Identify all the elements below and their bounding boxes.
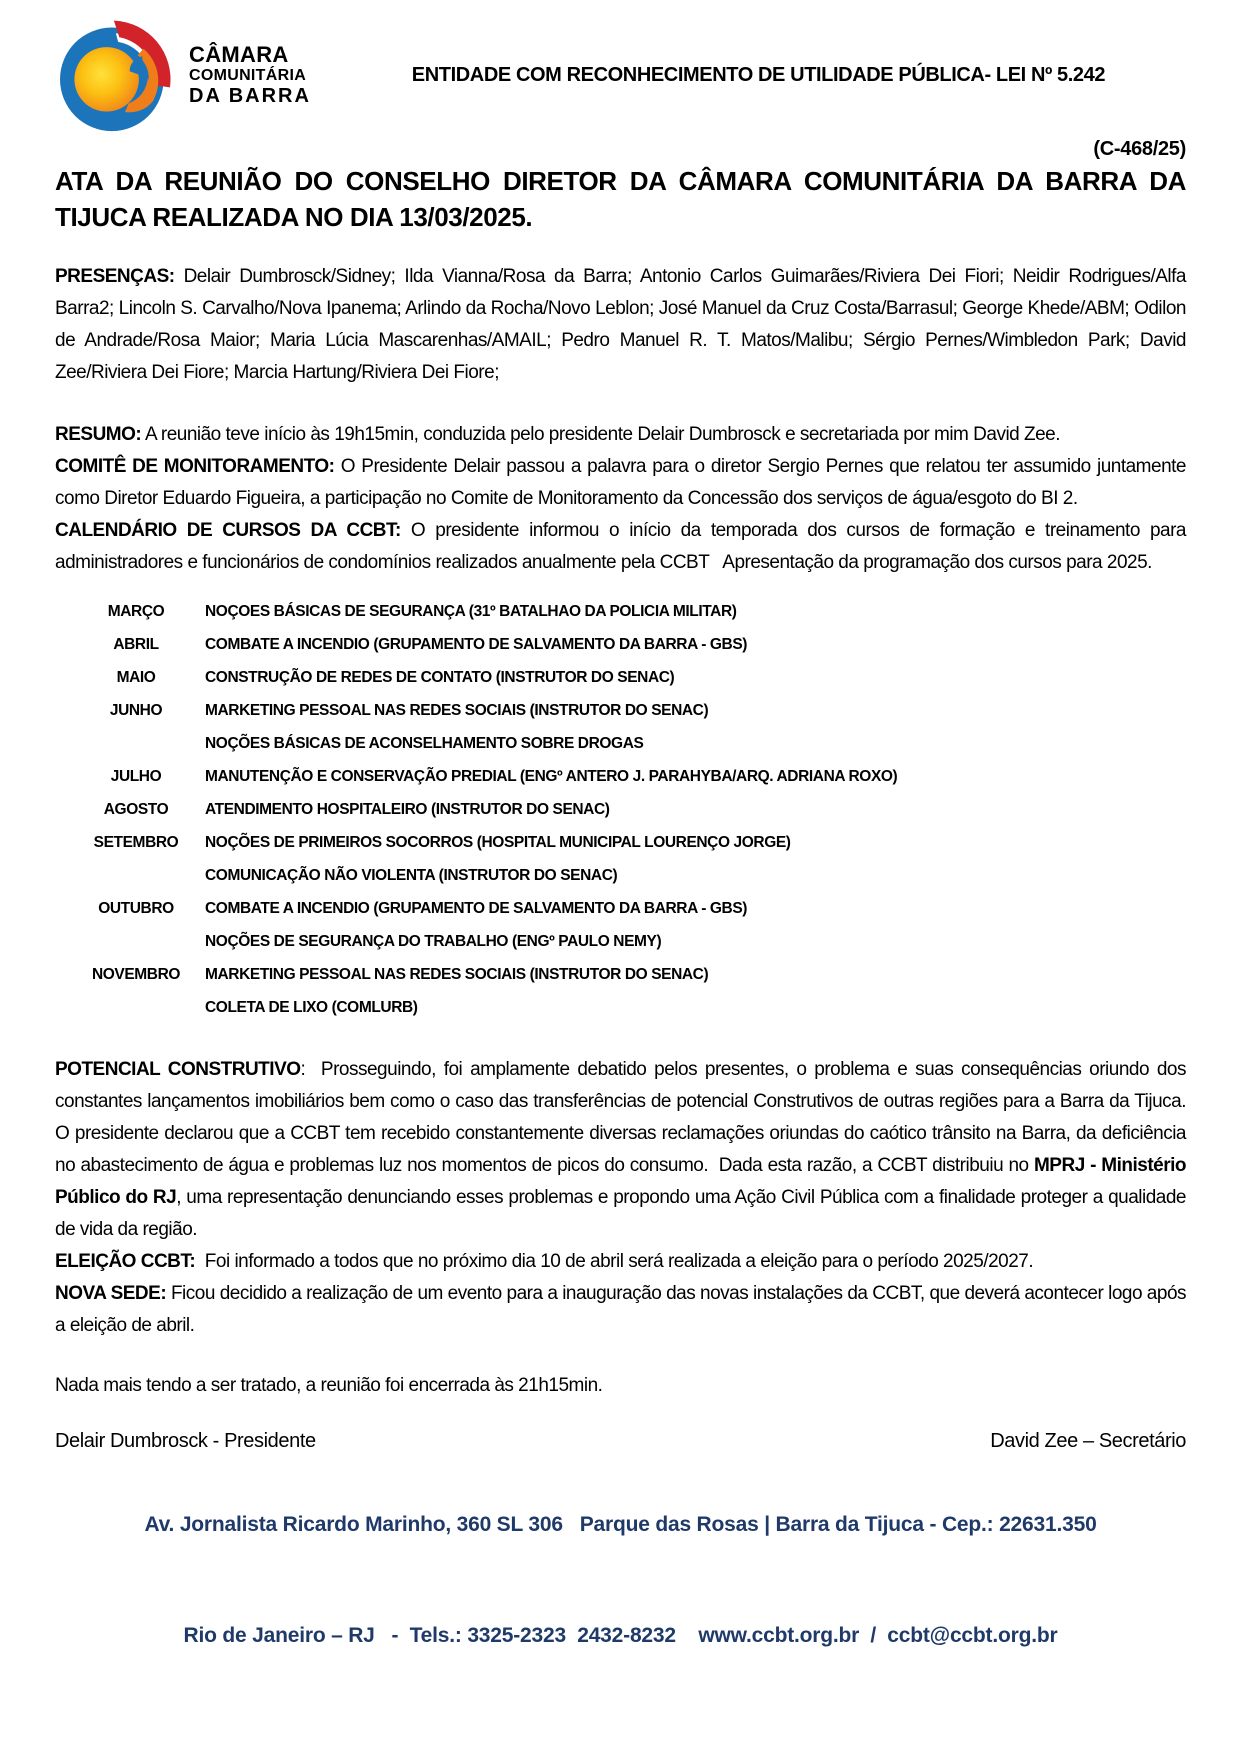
calendar-course: CONSTRUÇÃO DE REDES DE CONTATO (INSTRUTOR DO SENAC) (205, 668, 675, 686)
calendar-row (77, 892, 1186, 925)
presencas-label: PRESENÇAS: (55, 266, 175, 287)
ccbt-logo-icon (55, 16, 179, 134)
nova-sede-text: Ficou decidido a realização de um evento para a inauguração das novas instalações da CCBT, que deverá acontecer logo após a eleição de abril. (55, 1283, 1191, 1336)
resumo-label: RESUMO: (55, 424, 142, 445)
calendar-course: ATENDIMENTO HOSPITALEIRO (INSTRUTOR DO SENAC) (205, 800, 610, 818)
calendar-row (77, 859, 1186, 892)
calendar-course: COMBATE A INCENDIO (GRUPAMENTO DE SALVAMENTO DA BARRA - GBS) (205, 635, 748, 653)
logo-wordmark-line1: CÂMARA (189, 41, 289, 67)
signature-secretary: David Zee – Secretário (990, 1430, 1186, 1452)
calendar-row (77, 991, 1186, 1024)
calendar-month: OUTUBRO (98, 899, 174, 917)
paragraph-presencas (55, 261, 1191, 389)
paragraph-nova-sede (55, 1278, 1191, 1342)
calendar-row (77, 694, 1186, 727)
utility-recognition-banner: ENTIDADE COM RECONHECIMENTO DE UTILIDADE PÚBLICA- LEI Nº 5.242 (411, 63, 1106, 86)
potencial-text-b: , uma representação denunciando esses problemas e propondo uma Ação Civil Pública com a finalidade proteger a qualidade de vida da região. (55, 1187, 1191, 1240)
potencial-label: POTENCIAL CONSTRUTIVO (55, 1059, 301, 1080)
calendar-row (77, 628, 1186, 661)
logo-wordmark-line3: DA BARRA (189, 85, 311, 108)
calendar-course: NOÇÕES DE PRIMEIROS SOCORROS (HOSPITAL MUNICIPAL LOURENÇO JORGE) (205, 833, 791, 851)
calendar-row (77, 958, 1186, 991)
nova-sede-label: NOVA SEDE: (55, 1283, 167, 1304)
paragraph-resumo (55, 419, 1186, 451)
comite-label: COMITÊ DE MONITORAMENTO: (55, 456, 335, 477)
calendar-course: COMUNICAÇÃO NÃO VIOLENTA (INSTRUTOR DO SENAC) (205, 866, 618, 884)
calendar-month: NOVEMBRO (91, 965, 181, 983)
logo-wordmark (189, 43, 311, 108)
signature-president: Delair Dumbrosck - Presidente (55, 1430, 316, 1452)
calendario-label: CALENDÁRIO DE CURSOS DA CCBT: (55, 520, 401, 541)
calendar-month: SETEMBRO (93, 833, 179, 851)
calendar-row (77, 925, 1186, 958)
logo-wordmark-line2: COMUNITÁRIA (189, 67, 307, 85)
calendar-month: AGOSTO (103, 800, 169, 818)
paragraph-comite (55, 451, 1191, 515)
calendar-month: MARÇO (107, 602, 165, 620)
potencial-text-a: : Prosseguindo, foi amplamente debatido pelos presentes, o problema e suas consequências oriundo dos constantes lançamentos imobiliários bem como o caso das transferências de potencial Construtivos de outras regiões para a Barra da Tijuca. O presidente declarou que a CCBT tem recebido constantemente diversas reclamações oriundas do caótico trânsito na Barra, da deficiência no abastecimento de água e problemas luz nos momentos de picos do consumo. Dada esta razão, a CCBT distribuiu no (55, 1059, 1196, 1176)
calendar-course: NOÇÕES BÁSICAS DE ACONSELHAMENTO SOBRE DROGAS (205, 734, 644, 752)
letterhead (55, 14, 1186, 136)
calendar-row (77, 793, 1186, 826)
footer-address-line2: Rio de Janeiro – RJ - Tels.: 3325-2323 2432-8232 www.ccbt.org.br / ccbt@ccbt.org.br (183, 1624, 1058, 1647)
calendar-row (77, 595, 1186, 628)
calendar-row (77, 760, 1186, 793)
calendar-course: MARKETING PESSOAL NAS REDES SOCIAIS (INSTRUTOR DO SENAC) (205, 965, 709, 983)
eleicao-label: ELEIÇÃO CCBT: (55, 1251, 196, 1272)
calendar-course: MANUTENÇÃO E CONSERVAÇÃO PREDIAL (ENGº ANTERO J. PARAHYBA/ARQ. ADRIANA ROXO) (205, 767, 898, 785)
calendario-text: O presidente informou o início da temporada dos cursos de formação e treinamento para administradores e funcionários de condomínios realizados anualmente pela CCBT Apresentação da programação dos cursos para 2025. (55, 520, 1191, 573)
footer-address-line1: Av. Jornalista Ricardo Marinho, 360 SL 306 Parque das Rosas | Barra da Tijuca - Cep.: 22631.350 (144, 1513, 1097, 1536)
document-title: ATA DA REUNIÃO DO CONSELHO DIRETOR DA CÂMARA COMUNITÁRIA DA BARRA DA TIJUCA REALIZADA NO DIA 13/03/2025. (55, 166, 1186, 232)
eleicao-text: Foi informado a todos que no próximo dia 10 de abril será realizada a eleição para o período 2025/2027. (195, 1251, 1034, 1272)
closing-statement: Nada mais tendo a ser tratado, a reunião foi encerrada às 21h15min. (55, 1375, 603, 1396)
potencial-bold-mprj: MPRJ - Ministério Público do RJ (55, 1155, 1191, 1208)
calendar-month: JUNHO (109, 701, 163, 719)
paragraph-potencial-construtivo (55, 1054, 1196, 1246)
ccbt-logo (55, 16, 311, 134)
calendar-course: MARKETING PESSOAL NAS REDES SOCIAIS (INSTRUTOR DO SENAC) (205, 701, 709, 719)
document-code: (C-468/25) (1093, 138, 1186, 160)
calendar-course: COLETA DE LIXO (COMLURB) (205, 998, 418, 1016)
comite-text: O Presidente Delair passou a palavra para o diretor Sergio Pernes que relatou ter assumido juntamente como Diretor Eduardo Figueira, a participação no Comite de Monitoramento da Concessão dos serviços de água/esgoto do BI 2. (55, 456, 1191, 509)
calendar-month: JULHO (110, 767, 162, 785)
course-calendar (77, 595, 1186, 1024)
calendar-month: MAIO (116, 668, 156, 686)
calendar-row (77, 727, 1186, 760)
resumo-text: A reunião teve início às 19h15min, conduzida pelo presidente Delair Dumbrosck e secretariada por mim David Zee. (141, 424, 1061, 445)
calendar-course: NOÇÕES DE SEGURANÇA DO TRABALHO (ENGº PAULO NEMY) (205, 932, 662, 950)
paragraph-calendario (55, 515, 1191, 579)
calendar-course: NOÇOES BÁSICAS DE SEGURANÇA (31º BATALHAO DA POLICIA MILITAR) (205, 602, 737, 620)
presencas-text: Delair Dumbrosck/Sidney; Ilda Vianna/Rosa da Barra; Antonio Carlos Guimarães/Riviera Dei Fiori; Neidir Rodrigues/Alfa Barra2; Lincoln S. Carvalho/Nova Ipanema; Arlindo da Rocha/Novo Leblon; José Manuel da Cruz Costa/Barrasul; George Khede/ABM; Odilon de Andrade/Rosa Maior; Maria Lúcia Mascarenhas/AMAIL; Pedro Manuel R. T. Matos/Malibu; Sérgio Pernes/Wimbledon Park; David Zee/Riviera Dei Fiore; Marcia Hartung/Riviera Dei Fiore; (55, 266, 1191, 383)
paragraph-eleicao (55, 1246, 1186, 1278)
footer-address (55, 1432, 1186, 1728)
calendar-month: ABRIL (113, 635, 159, 653)
calendar-course: COMBATE A INCENDIO (GRUPAMENTO DE SALVAMENTO DA BARRA - GBS) (205, 899, 748, 917)
calendar-row (77, 661, 1186, 694)
calendar-row (77, 826, 1186, 859)
